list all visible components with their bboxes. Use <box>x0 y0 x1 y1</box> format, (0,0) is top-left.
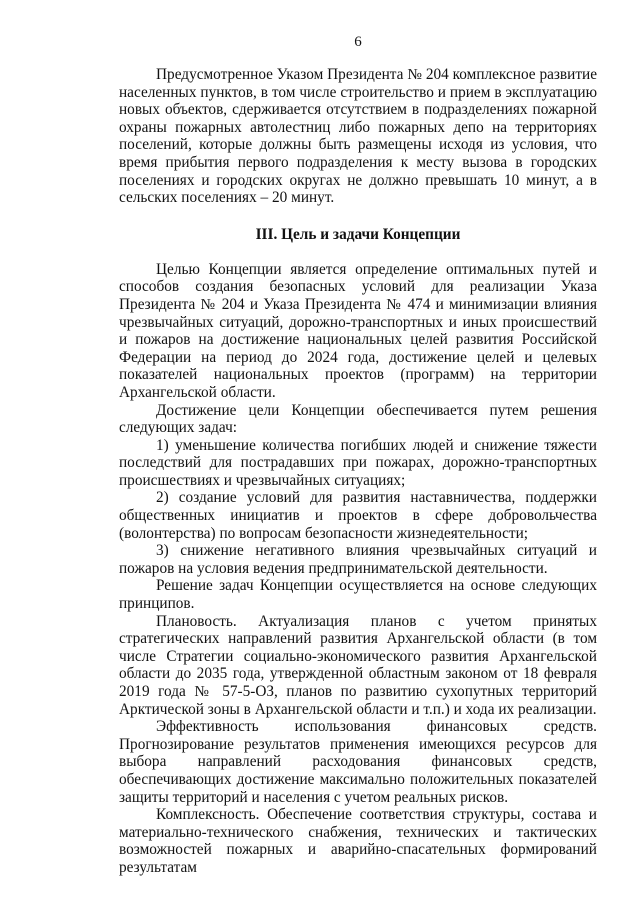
goal-paragraph: Целью Концепции является определение оптимальных путей и способов создания безопасных условий для реализации Указа Президента № 204 и Указа Президента № 474 и минимизации влияния чрезвычайных ситуаций, дорожно-транспортных и иных происшествий и пожаров на достижение национальных целей развития Российской Федерации на период до 2024 года, достижение целей и целевых показателей национальных проектов (программ) на территории Архангельской области. <box>119 260 597 401</box>
intro-paragraph: Предусмотренное Указом Президента № 204 комплексное развитие населенных пунктов, в том числе строительство и прием в эксплуатацию новых объектов, сдерживается отсутствием в подразделениях пожарной охраны пожарных автолестниц либо пожарных депо на территориях поселений, которые должны быть размещены исходя из условия, что время прибытия первого подразделения к месту вызова в городских поселениях и городских округах не должно превышать 10 минут, а в сельских поселениях – 20 минут. <box>119 66 597 207</box>
principle-complexity: Комплексность. Обеспечение соответствия структуры, состава и материально-технического снабжения, технических и тактических возможностей пожарных и аварийно-спасательных формирований результатам <box>119 806 597 876</box>
page-number: 6 <box>354 34 362 50</box>
task-item-2: 2) создание условий для развития наставничества, поддержки общественных инициатив и проектов в сфере добровольчества (волонтерства) по вопросам безопасности жизнедеятельности; <box>119 489 597 542</box>
principle-planning: Плановость. Актуализация планов с учетом принятых стратегических направлений развития Архангельской области (в том числе Стратегии социально-экономического развития Архангельской области до 2035 года, утвержденной областным законом от 18 февраля 2019 года № 57-5-ОЗ, планов по развитию сухопутных территорий Арктической зоны в Архангельской области и т.п.) и хода их реализации. <box>119 612 597 718</box>
document-page <box>119 32 597 877</box>
tasks-intro-paragraph: Достижение цели Концепции обеспечивается путем решения следующих задач: <box>119 401 597 437</box>
principles-intro-paragraph: Решение задач Концепции осуществляется на основе следующих принципов. <box>119 577 597 613</box>
principle-efficiency: Эффективность использования финансовых средств. Прогнозирование результатов применения имеющихся ресурсов для выбора направлений расходования финансовых средств, обеспечивающих достижение максимально положительных показателей защиты территорий и населения с учетом реальных рисков. <box>119 718 597 806</box>
task-item-1: 1) уменьшение количества погибших людей и снижение тяжести последствий для пострадавших при пожарах, дорожно-транспортных происшествиях и чрезвычайных ситуациях; <box>119 436 597 489</box>
section-heading: III. Цель и задачи Концепции <box>255 225 461 243</box>
task-item-3: 3) снижение негативного влияния чрезвычайных ситуаций и пожаров на условия ведения предпринимательской деятельности. <box>119 542 597 577</box>
